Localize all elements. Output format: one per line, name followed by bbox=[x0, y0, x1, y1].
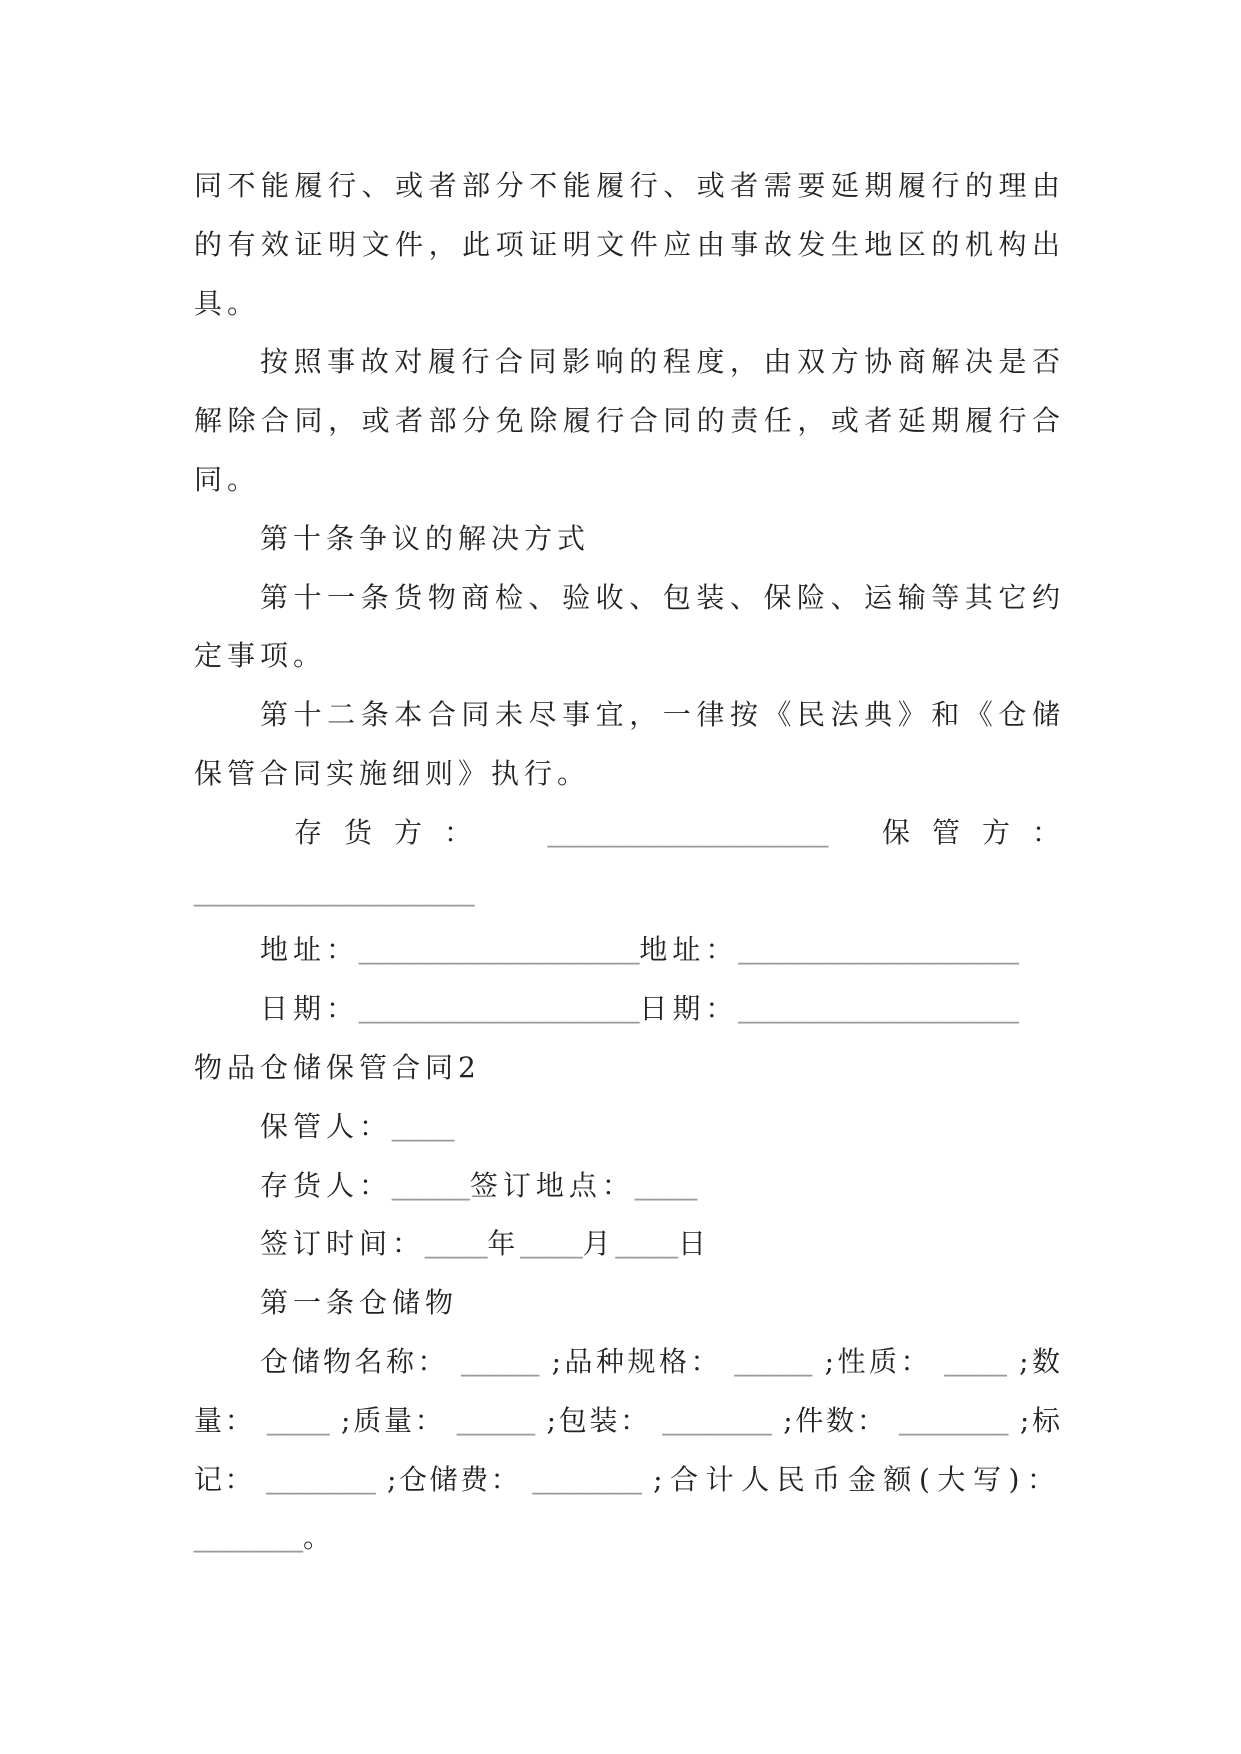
blank: ____ bbox=[634, 1169, 698, 1201]
blank: _____ bbox=[457, 1404, 535, 1436]
text-line: 的有效证明文件，此项证明文件应由事故发生地区的机构出 bbox=[194, 227, 1060, 261]
label: ;质量： bbox=[341, 1403, 446, 1437]
custodian-line bbox=[194, 1098, 1060, 1157]
blank: _______ bbox=[266, 1463, 376, 1495]
label: 签订地点： bbox=[469, 1168, 635, 1202]
depositor-label: 存货方： bbox=[294, 815, 495, 849]
label: ;标 bbox=[1019, 1403, 1061, 1437]
custodian-label: 保管方： bbox=[881, 815, 1082, 849]
blank: ____ bbox=[944, 1345, 1007, 1377]
goods-line-2 bbox=[194, 1392, 1060, 1451]
address-label: 地址： bbox=[639, 933, 739, 967]
text-line: 第十一条货物商检、验收、包装、保险、运输等其它约 bbox=[260, 580, 1060, 614]
text-line: 定事项。 bbox=[194, 639, 327, 673]
date-label: 日期： bbox=[639, 992, 739, 1026]
label: 年 bbox=[487, 1227, 521, 1261]
blank: ____ bbox=[615, 1228, 678, 1260]
blank: _____ bbox=[461, 1345, 540, 1377]
blank: __________________ bbox=[359, 934, 640, 966]
blank: ____ bbox=[520, 1228, 583, 1260]
blank: __________________ bbox=[738, 934, 1019, 966]
label: 。 bbox=[303, 1521, 337, 1555]
goods-line-4 bbox=[194, 1509, 1060, 1568]
contract-2-title: 物品仓储保管合同2 bbox=[194, 1050, 481, 1084]
label: 保管人： bbox=[260, 1109, 393, 1143]
blank: _____ bbox=[734, 1345, 813, 1377]
blank: _______ bbox=[662, 1404, 772, 1436]
label: 量： bbox=[194, 1403, 256, 1437]
label: ;包装： bbox=[546, 1403, 651, 1437]
blank: _______ bbox=[899, 1404, 1009, 1436]
blank: ____ bbox=[392, 1110, 455, 1142]
label: 日 bbox=[677, 1227, 711, 1261]
blank: _______ bbox=[532, 1463, 642, 1495]
address-line bbox=[194, 921, 1060, 980]
date-line bbox=[194, 980, 1060, 1039]
blank: _______ bbox=[194, 1522, 304, 1554]
label: 存货人： bbox=[260, 1168, 393, 1202]
depositor-line bbox=[194, 1157, 1060, 1216]
blank: __________________ bbox=[738, 993, 1019, 1025]
text-line: 具。 bbox=[194, 286, 261, 320]
text-line: 同不能履行、或者部分不能履行、或者需要延期履行的理由 bbox=[194, 169, 1060, 202]
label: ;仓储费： bbox=[387, 1462, 522, 1496]
sign-time-line bbox=[194, 1215, 1060, 1274]
date-label: 日期： bbox=[260, 992, 360, 1026]
label: ;性质： bbox=[824, 1344, 932, 1378]
text-line: 保管合同实施细则》执行。 bbox=[194, 756, 591, 790]
label: ;数 bbox=[1019, 1344, 1060, 1378]
document-page bbox=[194, 157, 1082, 1568]
blank: ____ bbox=[267, 1404, 330, 1436]
depositor-blank: __________________ bbox=[547, 816, 829, 848]
label: ;件数： bbox=[783, 1403, 888, 1437]
blank: ____ bbox=[425, 1228, 488, 1260]
text-line: 第十二条本合同未尽事宜，一律按《民法典》和《仓储 bbox=[260, 698, 1060, 732]
text-line: 按照事故对履行合同影响的程度，由双方协商解决是否 bbox=[260, 345, 1060, 379]
text-line: 同。 bbox=[194, 462, 261, 496]
address-label: 地址： bbox=[260, 933, 360, 967]
blank: _____ bbox=[392, 1169, 470, 1201]
signature-parties-line bbox=[194, 804, 1082, 863]
label: 仓储物名称： bbox=[260, 1344, 449, 1378]
text-line: 解除合同，或者部分免除履行合同的责任，或者延期履行合 bbox=[194, 404, 1060, 438]
goods-line-3 bbox=[194, 1451, 1060, 1510]
label: ;合计人民币金额(大写)： bbox=[653, 1462, 1060, 1496]
goods-line-1 bbox=[194, 1333, 1060, 1392]
label: 记： bbox=[194, 1462, 256, 1496]
article-10-heading: 第十条争议的解决方式 bbox=[260, 521, 591, 555]
label: 签订时间： bbox=[260, 1227, 426, 1261]
label: ;品种规格： bbox=[551, 1344, 722, 1378]
blank: __________________ bbox=[359, 993, 640, 1025]
custodian-blank: __________________ bbox=[194, 875, 475, 907]
article-1-heading: 第一条仓储物 bbox=[260, 1286, 459, 1320]
label: 月 bbox=[582, 1227, 616, 1261]
